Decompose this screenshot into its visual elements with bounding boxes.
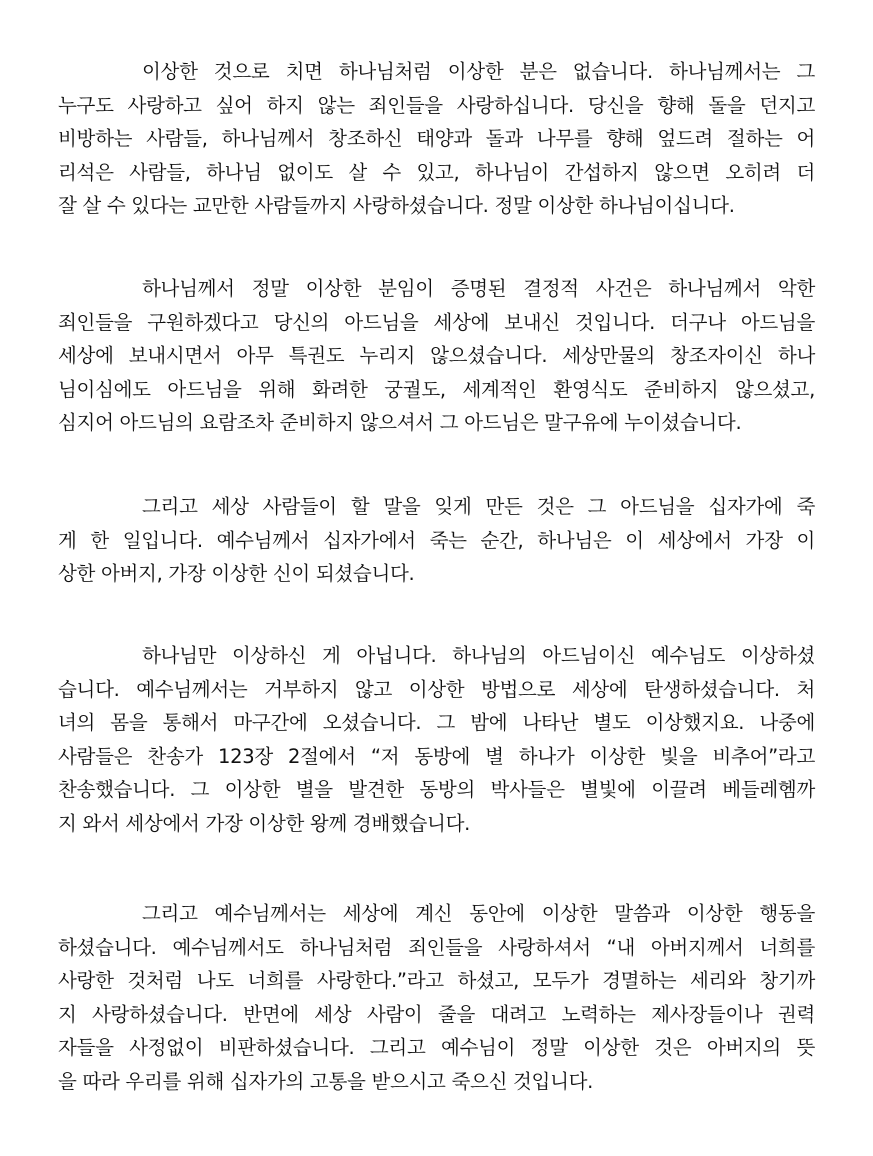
text-line: 을 따라 우리를 위해 십자가의 고통을 받으시고 죽으신 것입니다. (58, 1069, 594, 1093)
paragraph-3 (58, 490, 815, 591)
text-line: 그리고 세상 사람들이 할 말을 잊게 만든 것은 그 아드님을 십자가에 죽 (142, 495, 815, 518)
text-line: 누구도 사랑하고 싶어 하지 않는 죄인들을 사랑하십니다. 당신을 향해 돌을 던지고 (58, 93, 815, 117)
text-line: 찬송했습니다. 그 이상한 별을 발견한 동방의 박사들은 별빛에 이끌려 베들레헴까 (58, 778, 815, 802)
text-line: 습니다. 예수님께서는 거부하지 않고 이상한 방법으로 세상에 탄생하셨습니다. 처 (58, 677, 815, 701)
paragraph-5 (58, 897, 815, 1099)
text-line: 하나님만 이상하신 게 아닙니다. 하나님의 아드님이신 예수님도 이상하셨 (142, 644, 815, 667)
text-line: 비방하는 사람들, 하나님께서 창조하신 태양과 돌과 나무를 향해 엎드려 절하는 어 (58, 127, 815, 151)
text-line: 하셨습니다. 예수님께서도 하나님처럼 죄인들을 사랑하셔서 “내 아버지께서 너희를 (58, 935, 815, 959)
text-line: 하나님께서 정말 이상한 분임이 증명된 결정적 사건은 하나님께서 악한 (142, 277, 815, 300)
text-line: 지 사랑하셨습니다. 반면에 세상 사람이 줄을 대려고 노력하는 제사장들이나 권력 (58, 1002, 815, 1026)
text-line: 리석은 사람들, 하나님 없이도 살 수 있고, 하나님이 간섭하지 않으면 오히려 더 (58, 160, 815, 184)
text-line: 게 한 일입니다. 예수님께서 십자가에서 죽는 순간, 하나님은 이 세상에서 가장 이 (58, 528, 815, 552)
text-line: 그리고 예수님께서는 세상에 계신 동안에 이상한 말씀과 이상한 행동을 (142, 902, 815, 925)
paragraph-2 (58, 272, 815, 440)
text-line: 님이심에도 아드님을 위해 화려한 궁궐도, 세계적인 환영식도 준비하지 않으셨고, (58, 377, 815, 401)
text-line: 사랑한 것처럼 나도 너희를 사랑한다.”라고 하셨고, 모두가 경멸하는 세리와 창기까 (58, 969, 815, 993)
text-line: 자들을 사정없이 비판하셨습니다. 그리고 예수님이 정말 이상한 것은 아버지의 뜻 (58, 1036, 815, 1060)
text-line: 잘 살 수 있다는 교만한 사람들까지 사랑하셨습니다. 정말 이상한 하나님이십니다. (58, 194, 735, 218)
text-line: 죄인들을 구원하겠다고 당신의 아드님을 세상에 보내신 것입니다. 더구나 아드님을 (58, 310, 815, 334)
text-line: 지 와서 세상에서 가장 이상한 왕께 경배했습니다. (58, 811, 471, 835)
text-line: 사람들은 찬송가 123장 2절에서 “저 동방에 별 하나가 이상한 빛을 비추어”라고 (58, 744, 815, 768)
text-line: 심지어 아드님의 요람조차 준비하지 않으셔서 그 아드님은 말구유에 누이셨습니다. (58, 411, 742, 435)
paragraph-4 (58, 639, 815, 841)
text-line: 이상한 것으로 치면 하나님처럼 이상한 분은 없습니다. 하나님께서는 그 (142, 60, 815, 83)
text-line: 녀의 몸을 통해서 마구간에 오셨습니다. 그 밤에 나타난 별도 이상했지요. 나중에 (58, 711, 815, 735)
text-line: 세상에 보내시면서 아무 특권도 누리지 않으셨습니다. 세상만물의 창조자이신 하나 (58, 344, 815, 368)
text-line: 상한 아버지, 가장 이상한 신이 되셨습니다. (58, 562, 415, 586)
paragraph-1 (58, 55, 815, 223)
